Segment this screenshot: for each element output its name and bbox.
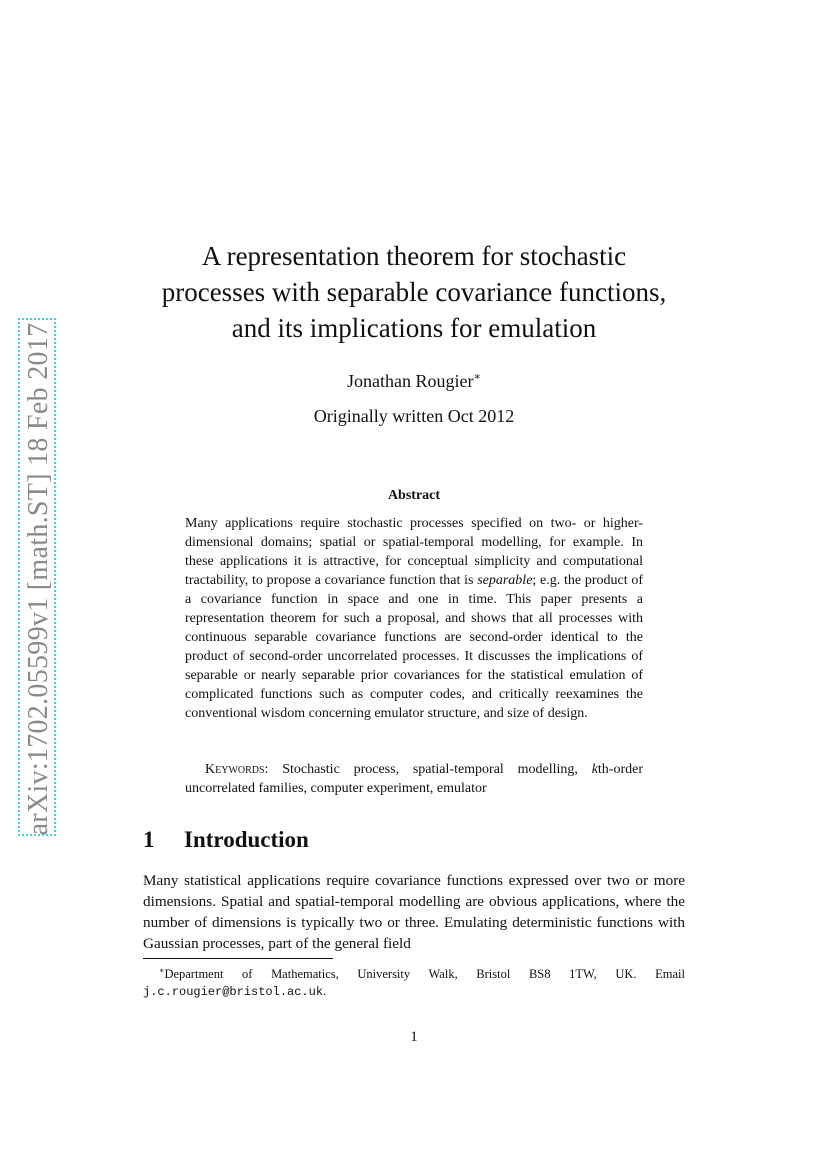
section-number: 1 bbox=[143, 827, 155, 852]
footnote bbox=[143, 962, 685, 1001]
footnote-rule bbox=[143, 958, 333, 959]
abstract-heading: Abstract bbox=[387, 488, 441, 503]
author-footnote-mark: ∗ bbox=[473, 371, 481, 383]
title-line-1: A representation theorem for stochastic bbox=[201, 241, 627, 271]
footnote-mark: ∗ bbox=[159, 966, 165, 975]
title-line-2: processes with separable covariance functions, bbox=[161, 277, 667, 307]
keywords-text-2: th-order uncorrelated families, computer experiment, emulator bbox=[185, 762, 643, 796]
keywords-emphasis: k bbox=[591, 762, 598, 777]
footnote-text: Department of Mathematics, University Walk, Bristol BS8 1TW, UK. Email bbox=[164, 967, 685, 982]
arxiv-stamp[interactable] bbox=[18, 318, 56, 836]
author-email-link[interactable]: j.c.rougier@bristol.ac.uk bbox=[143, 985, 324, 1000]
section-title: Introduction bbox=[184, 827, 309, 852]
introduction-paragraph: Many statistical applications require covariance functions expressed over two or more dimensions. Spatial and spatial-temporal modelling are obvious applications, where the number of dimensions is typically two or three. Emulating deterministic functions with Gaussian processes, part of the general field bbox=[143, 872, 685, 952]
abstract-emphasis: separable bbox=[477, 573, 533, 588]
page-number: 1 bbox=[410, 1029, 418, 1045]
abstract-text-2: ; e.g. the product of a covariance function in space and one in time. This paper presents a representation theorem for such a proposal, and shows that all processes with continuous separable covariance functions are second-order identical to the product of second-order uncorrelated processes. It discusses the implications of separable or nearly separable prior covariances for the statistical emulation of complicated functions such as computer codes, and critically reexamines the conventional wisdom concerning emulator structure, and size of design. bbox=[185, 573, 643, 721]
author-name: Jonathan Rougier bbox=[347, 371, 474, 391]
arxiv-identifier[interactable]: arXiv:1702.05599v1 [math.ST] 18 Feb 2017 bbox=[23, 322, 54, 836]
footnote-suffix: . bbox=[323, 984, 327, 999]
abstract-body bbox=[185, 514, 643, 723]
section-heading bbox=[143, 825, 309, 855]
title-line-3: and its implications for emulation bbox=[231, 313, 597, 343]
date-line: Originally written Oct 2012 bbox=[313, 406, 515, 426]
paper-title bbox=[120, 238, 708, 346]
keywords-label: Keywords: bbox=[205, 762, 269, 777]
keywords-text-1: Stochastic process, spatial-temporal modelling, bbox=[268, 762, 592, 777]
author-line bbox=[120, 366, 708, 392]
abstract-text-1: Many applications require stochastic processes specified on two- or higher-dimensional domains; spatial or spatial-temporal modelling, for example. In these applications it is attractive, for conceptual simplicity and computational tractability, to propose a covariance function that is bbox=[185, 516, 643, 588]
keywords bbox=[185, 760, 643, 798]
